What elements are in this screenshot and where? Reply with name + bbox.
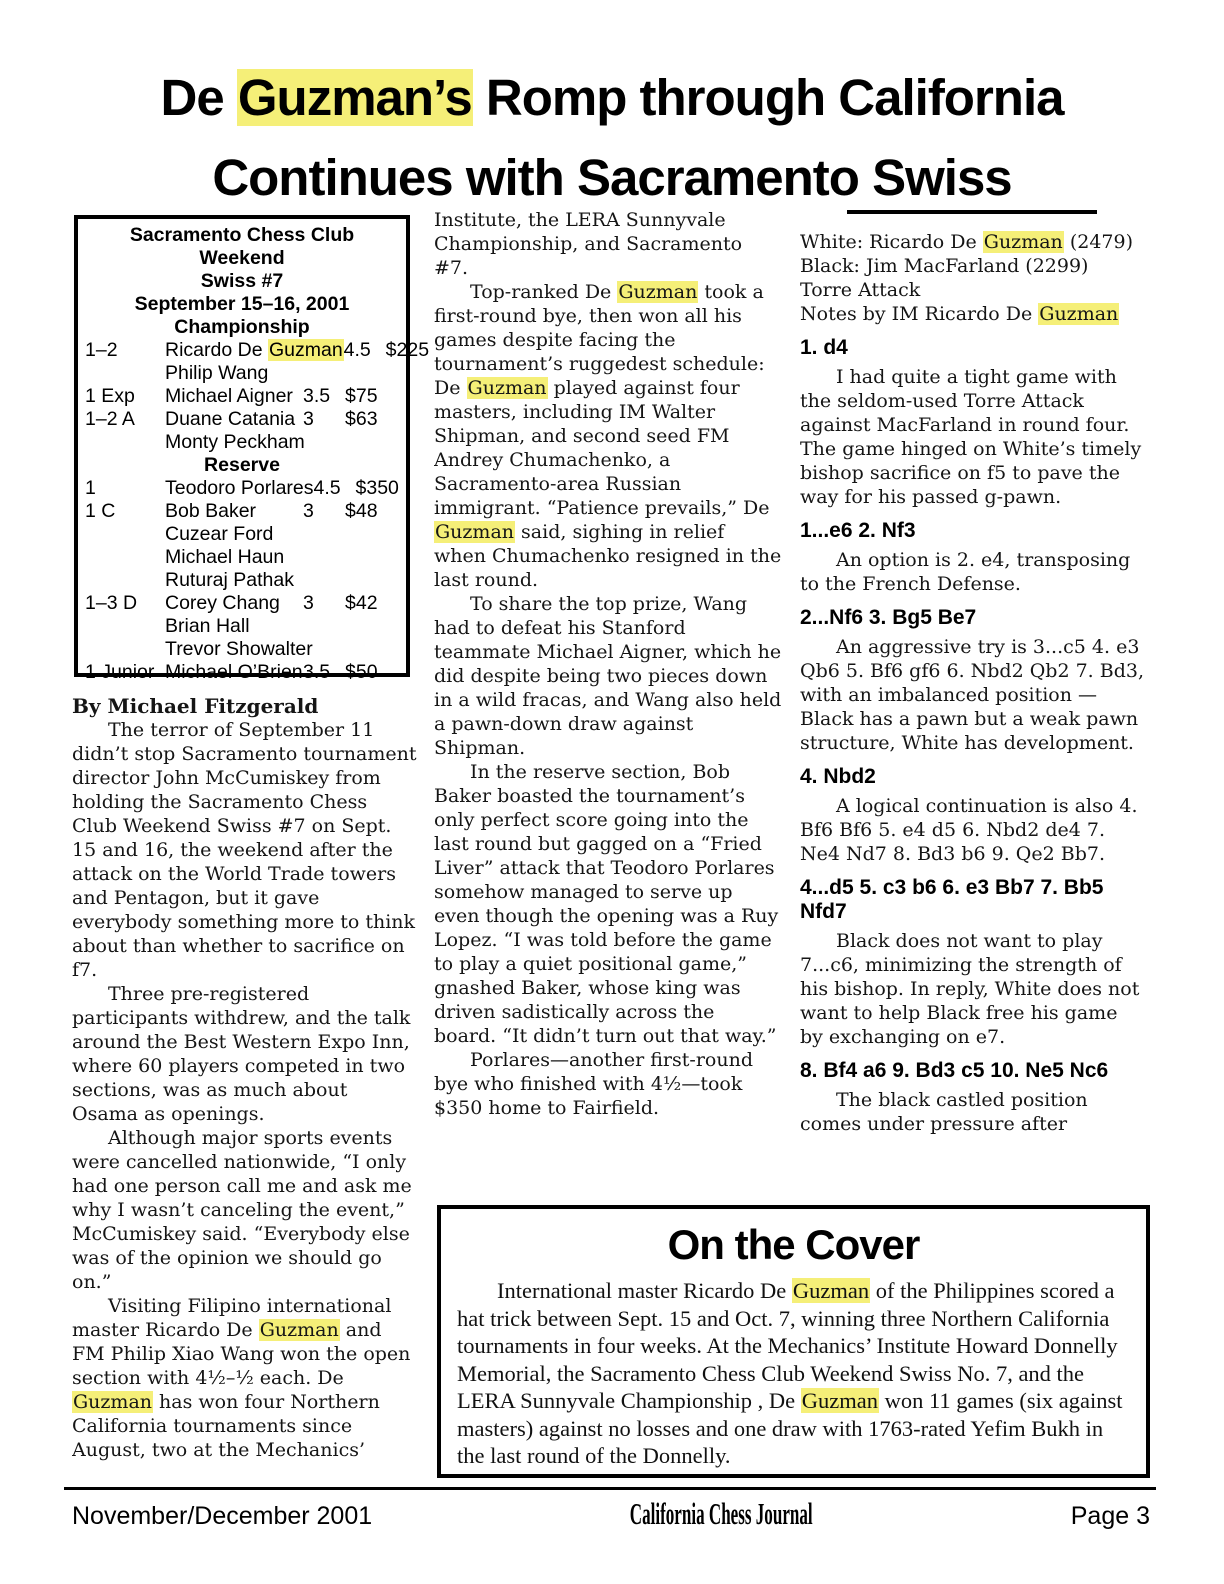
name-cell [165,546,303,569]
text-segment: won 11 games (six against masters) against no losses and one draw with 1763-rated Yefim Bukh in the last round of the Donnelly. [457,1388,1123,1468]
paragraph [72,1294,418,1462]
paragraph [800,794,1144,866]
text-segment: Michael Aigner [165,385,293,407]
text-segment: and FM Philip Xiao Wang won the open section with 4½–½ each. De [72,1319,411,1389]
text-segment: Romp through California [472,69,1064,126]
paragraph [72,718,418,982]
text-segment: Bob Baker [165,500,257,522]
highlighted-text: Guzman [268,339,343,361]
paragraph [434,208,782,280]
text-segment: White: Ricardo De [800,231,983,253]
text-segment: Monty Peckham [165,431,305,453]
paragraph [800,365,1144,509]
paragraph [800,1088,1144,1136]
name-cell [165,523,303,546]
highlighted-text: Guzman [983,231,1063,253]
text-segment: said, sighing in relief when Chumachenko resigned in the last round. [434,521,782,591]
prize-cell: $350 [355,477,399,499]
paragraph [434,280,782,592]
name-cell [165,477,314,500]
text-segment: Three pre-registered participants withdrew, and the talk around the Best Western Expo Inn, where 60 players competed in two sections, was as much about Osama as openings. [72,983,411,1125]
text-segment: 4...d5 5. c3 b6 6. e3 Bb7 7. Bb5 Nfd7 [800,876,1104,923]
table-row [85,523,399,546]
right-column [800,206,1144,1191]
place-cell [85,431,165,454]
middle-column [434,208,782,1186]
text-segment: Duane Catania [165,408,296,430]
score-cell: 3 [303,408,314,430]
place-cell [85,546,165,569]
score-cell: 4.5 [313,477,341,499]
footer-page-number: Page 3 [1070,1502,1150,1530]
left-column [72,694,418,1484]
section-rule [847,210,1097,214]
text-segment: A logical continuation is also 4. Bf6 Bf6 5. e4 d5 6. Nbd2 de4 7. Ne4 Nd7 8. Bd3 b6 9. Qe2 Bb7. [800,795,1138,865]
table-row [85,477,399,500]
text-segment: The black castled position comes under pressure after [800,1089,1088,1135]
table-row [85,500,399,523]
table-row [85,569,399,592]
text-segment: Teodoro Porlares [165,477,314,499]
page-title [0,58,1224,218]
text-segment: 1...e6 2. Nf3 [800,519,916,542]
text-segment: I had quite a tight game with the seldom-used Torre Attack against MacFarland in round four. The game hinged on White’s timely bishop sacrifice on f5 to pave the way for his passed g-pawn. [800,366,1142,508]
prize-cell [355,638,409,661]
journal-masthead: California Chess Journal [630,1496,813,1531]
name-cell [165,638,313,661]
paragraph [72,1126,418,1294]
text-segment: International master Ricardo De [497,1278,792,1303]
chess-move-heading [800,1059,1144,1083]
score-cell [305,431,347,454]
score-cell [303,362,345,385]
prize-cell: $75 [345,385,378,407]
text-segment: 2...Nf6 3. Bg5 Be7 [800,606,977,629]
footer [72,1496,1150,1532]
prize-cell: $63 [345,408,378,430]
cover-box [437,1205,1150,1478]
score-cell [303,569,345,592]
score-cell [303,615,345,638]
chess-move-heading [800,765,1144,789]
name-cell [165,339,344,362]
table-row [85,592,399,615]
byline [72,694,418,718]
text-segment: played against four masters, including IM Walter Shipman, and second seed FM Andrey Chumachenko, a Sacramento-area Russian immigrant. “Patience prevails,” De [434,377,770,519]
place-cell: 1–2 [85,339,118,361]
text-segment: An aggressive try is 3...c5 4. e3 Qb6 5. Bf6 gf6 6. Nbd2 Qb2 7. Bd3, with an imbalanced position — Black has a pawn but a weak pawn structure, White has development. [800,636,1144,754]
paragraph [800,302,1144,326]
table-section-header: Championship [174,316,310,338]
score-cell [303,546,345,569]
name-cell [165,592,303,615]
table-row [85,546,399,569]
prize-cell: $48 [345,500,378,522]
chess-move-heading [800,876,1144,924]
highlighted-text: Guzman [435,521,515,543]
paragraph [800,230,1144,254]
table-row [85,615,399,638]
text-segment: Michael Haun [165,546,285,568]
text-segment: 4. Nbd2 [800,765,876,788]
score-cell: 3 [303,500,314,522]
chess-move-heading [800,606,1144,630]
footer-date: November/December 2001 [72,1502,373,1530]
paragraph [72,982,418,1126]
table-row [85,385,399,408]
place-cell [85,569,165,592]
table-row [85,661,399,684]
paragraph [800,254,1144,278]
name-cell [165,615,303,638]
prize-cell: $42 [345,592,378,614]
highlighted-text: Guzman [467,377,547,399]
text-segment: Notes by IM Ricardo De [800,303,1039,325]
text-segment: Black: Jim MacFarland (2299) [800,255,1089,277]
results-table-body [85,316,430,684]
text-segment: Continues with Sacramento Swiss [212,149,1012,206]
name-cell [165,661,303,684]
table-title-line: Swiss #7 [200,270,284,292]
name-cell [165,431,305,454]
paragraph [800,548,1144,596]
text-segment: Visiting Filipino international master Ricardo De [72,1295,392,1341]
name-cell [165,362,303,385]
score-cell: 3.5 [303,385,331,407]
chess-move-heading [800,519,1144,543]
paragraph [800,635,1144,755]
table-row [85,408,399,431]
text-segment: Brian Hall [165,615,250,637]
score-cell [303,523,345,546]
text-segment: Although major sports events were cancelled nationwide, “I only had one person call me and ask me why I wasn’t canceling the event,” McCumiskey said. “Everybody else was of the opinion we should go on.” [72,1127,412,1293]
text-segment: has won four Northern California tournaments since August, two at the Mechanics’ [72,1391,380,1461]
prize-cell [345,546,399,569]
text-segment: An option is 2. e4, transposing to the French Defense. [800,549,1131,595]
table-row [85,362,399,385]
place-cell: 1–2 A [85,408,135,430]
name-cell [165,408,303,431]
text-segment: Torre Attack [800,279,921,301]
score-cell [313,638,355,661]
name-cell [165,385,303,408]
text-segment: Top-ranked De [470,281,618,303]
prize-cell [345,523,399,546]
highlighted-text: Guzman’s [237,69,472,126]
name-cell [165,569,303,592]
place-cell: 1 [85,477,96,499]
highlighted-text: Guzman [1039,303,1119,325]
text-segment: Porlares—another first-round bye who finished with 4½—took $350 home to Fairfield. [434,1049,753,1119]
text-segment: Philip Wang [165,362,269,384]
table-date-line: September 15–16, 2001 [134,293,350,315]
score-cell: 3.5 [303,661,331,683]
paragraph [800,278,1144,302]
text-segment: To share the top prize, Wang had to defeat his Stanford teammate Michael Aigner, which he did despite being two pieces down in a wild fracas, and Wang also held a pawn-down draw against Shipman. [434,593,782,759]
prize-cell [347,431,401,454]
text-segment: The terror of September 11 didn’t stop Sacramento tournament director John McCumiskey from holding the Sacramento Chess Club Weekend Swiss #7 on Sept. 15 and 16, the weekend after the attack on the World Trade towers and Pentagon, but it gave everybody something more to think about than whether to sacrifice on f7. [72,719,417,981]
paragraph [434,592,782,760]
text-segment: Michael O’Brien [165,661,303,683]
prize-cell: $225 [385,339,430,361]
table-row [85,638,399,661]
cover-body [441,1269,1146,1470]
highlighted-text: Guzman [801,1388,878,1413]
paragraph [457,1277,1130,1470]
place-cell [85,362,165,385]
text-segment: took a first-round bye, then won all his games despite facing the tournament’s ruggedest schedule: De [434,281,765,399]
prize-cell [345,615,399,638]
text-segment: 8. Bf4 a6 9. Bd3 c5 10. Ne5 Nc6 [800,1059,1109,1082]
text-segment: Cuzear Ford [165,523,274,545]
highlighted-text: Guzman [73,1391,153,1413]
place-cell [85,523,165,546]
text-segment: By Michael Fitzgerald [72,694,319,718]
text-segment: Corey Chang [165,592,280,614]
place-cell: 1 Exp [85,385,135,407]
footer-rule [64,1487,1156,1490]
paragraph [800,929,1144,1049]
prize-cell: $50 [345,661,378,683]
score-cell: 4.5 [343,339,371,361]
text-segment: Black does not want to play 7...c6, minimizing the strength of his bishop. In reply, White does not want to help Black free his game by exchanging on e7. [800,930,1140,1048]
place-cell [85,615,165,638]
text-segment: of the Philippines scored a hat trick between Sept. 15 and Oct. 7, winning three Northern California tournaments in four weeks. At the Mechanics’ Institute Howard Donnelly Memorial, the Sacramento Chess Club Weekend Swiss No. 7, and the LERA Sunnyvale Championship , De [457,1278,1118,1413]
place-cell [85,638,165,661]
text-segment: Institute, the LERA Sunnyvale Championship, and Sacramento #7. [434,209,743,279]
prize-cell [345,362,399,385]
text-segment: (2479) [1063,231,1133,253]
place-cell: 1–3 D [85,592,138,614]
text-segment: 1. d4 [800,336,848,359]
table-section-header: Reserve [204,454,280,476]
highlighted-text: Guzman [618,281,698,303]
text-segment: Trevor Showalter [165,638,313,660]
cover-title: On the Cover [667,1221,920,1268]
text-segment: Ruturaj Pathak [165,569,294,591]
prize-cell [345,569,399,592]
score-cell: 3 [303,592,314,614]
text-segment: Ricardo De [165,339,268,361]
highlighted-text: Guzman [259,1319,339,1341]
table-title-line: Sacramento Chess Club Weekend [129,224,355,269]
name-cell [165,500,303,523]
paragraph [434,760,782,1048]
chess-move-heading [800,336,1144,360]
table-row [85,431,399,454]
paragraph [434,1048,782,1120]
text-segment: In the reserve section, Bob Baker boasted the tournament’s only perfect score going into the last round but gagged on a “Fried Liver” attack that Teodoro Porlares somehow managed to serve up even though the opening was a Ruy Lopez. “I was told before the game to play a quiet positional game,” gnashed Baker, whose king was driven sadistically across the board. “It didn’t turn out that way.” [434,761,779,1047]
place-cell: 1 C [85,500,116,522]
highlighted-text: Guzman [792,1278,870,1303]
page-title-line [0,58,1224,138]
place-cell: 1 Junior [85,661,155,683]
results-table [74,215,430,683]
table-row [85,339,430,362]
text-segment: De [160,69,237,126]
